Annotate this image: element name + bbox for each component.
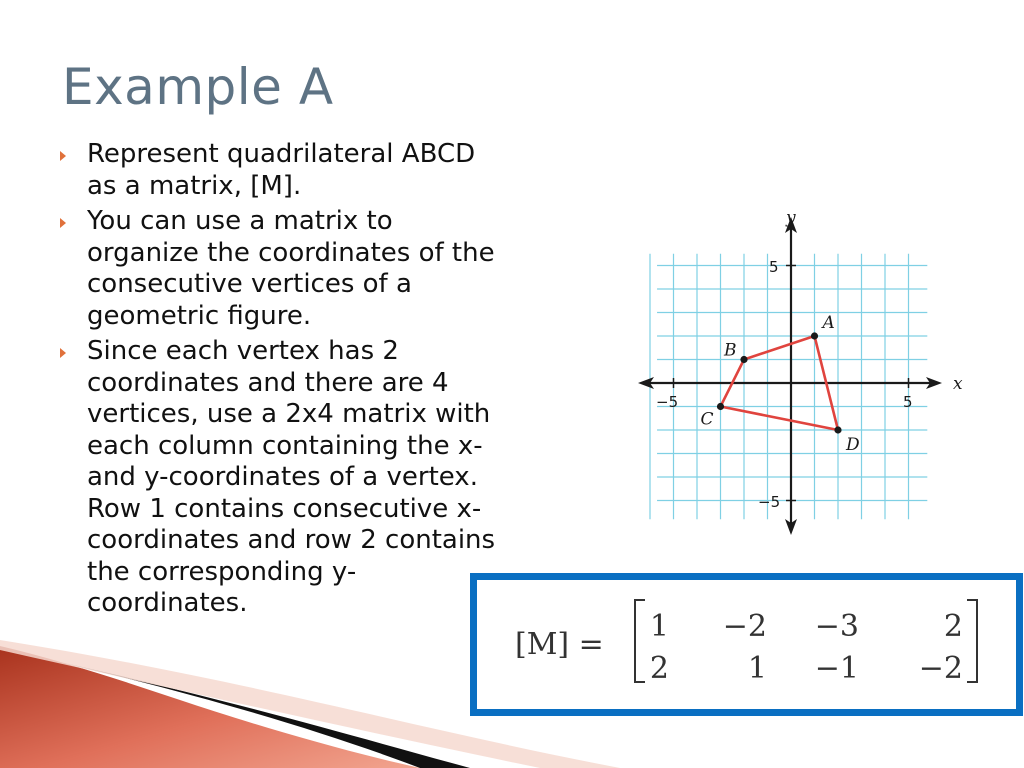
red-swoosh-shape [0,646,420,768]
grid-lines [650,254,927,520]
vertex-label-a: A [822,313,835,333]
matrix-cell: −3 [814,609,859,644]
matrix-cell: −2 [722,609,767,644]
vertex-point-b [740,356,747,363]
vertex-point-d [834,426,841,433]
bullet-item [58,139,598,202]
vertex-point-a [811,332,818,339]
bullet-text: You can use a matrix to organize the coordinates of the consecutive vertices of a geometric figure. [87,206,495,331]
y-tick-label-neg5: −5 [758,493,781,511]
y-axis-label: y [786,208,796,228]
vertex-label-c: C [700,409,714,430]
bullet-arrow-icon [60,218,66,228]
vertex-label-d: D [846,435,860,455]
matrix-right-bracket [967,600,977,682]
decorative-swoosh [0,640,620,768]
bullet-arrow-icon [60,151,66,161]
bullet-text: Since each vertex has 2 coordinates and there are 4 vertices, use a 2x4 matrix with each column containing the x- and y-coordinates of a vertex. Row 1 contains consecutive x- coordinates and row 2 contains the corresponding y- coordinates. [87,336,496,618]
matrix-left-bracket [635,600,645,682]
matrix-cell: 2 [649,651,669,686]
y-tick-label-5: 5 [769,258,779,276]
bullet-arrow-icon [60,348,66,358]
bullet-text: Represent quadrilateral ABCD as a matrix, [M]. [87,139,476,201]
bullet-list [58,139,598,624]
vertex-point-c [717,403,724,410]
matrix-cell: 1 [747,651,767,686]
coordinate-graph [636,205,976,540]
slide-title: Example A [62,58,334,116]
x-tick-label-5: 5 [903,393,913,411]
vertex-label-b: B [724,340,737,361]
x-axis-label: x [953,374,963,394]
matrix-cell: −2 [918,651,963,686]
bullet-item [58,206,598,332]
axes [638,217,942,535]
x-tick-label-neg5: −5 [656,393,679,411]
matrix-cell: −1 [814,651,859,686]
matrix-cell: 2 [943,609,963,644]
matrix-lhs: [M] = [515,627,604,662]
matrix-cell: 1 [649,609,669,644]
